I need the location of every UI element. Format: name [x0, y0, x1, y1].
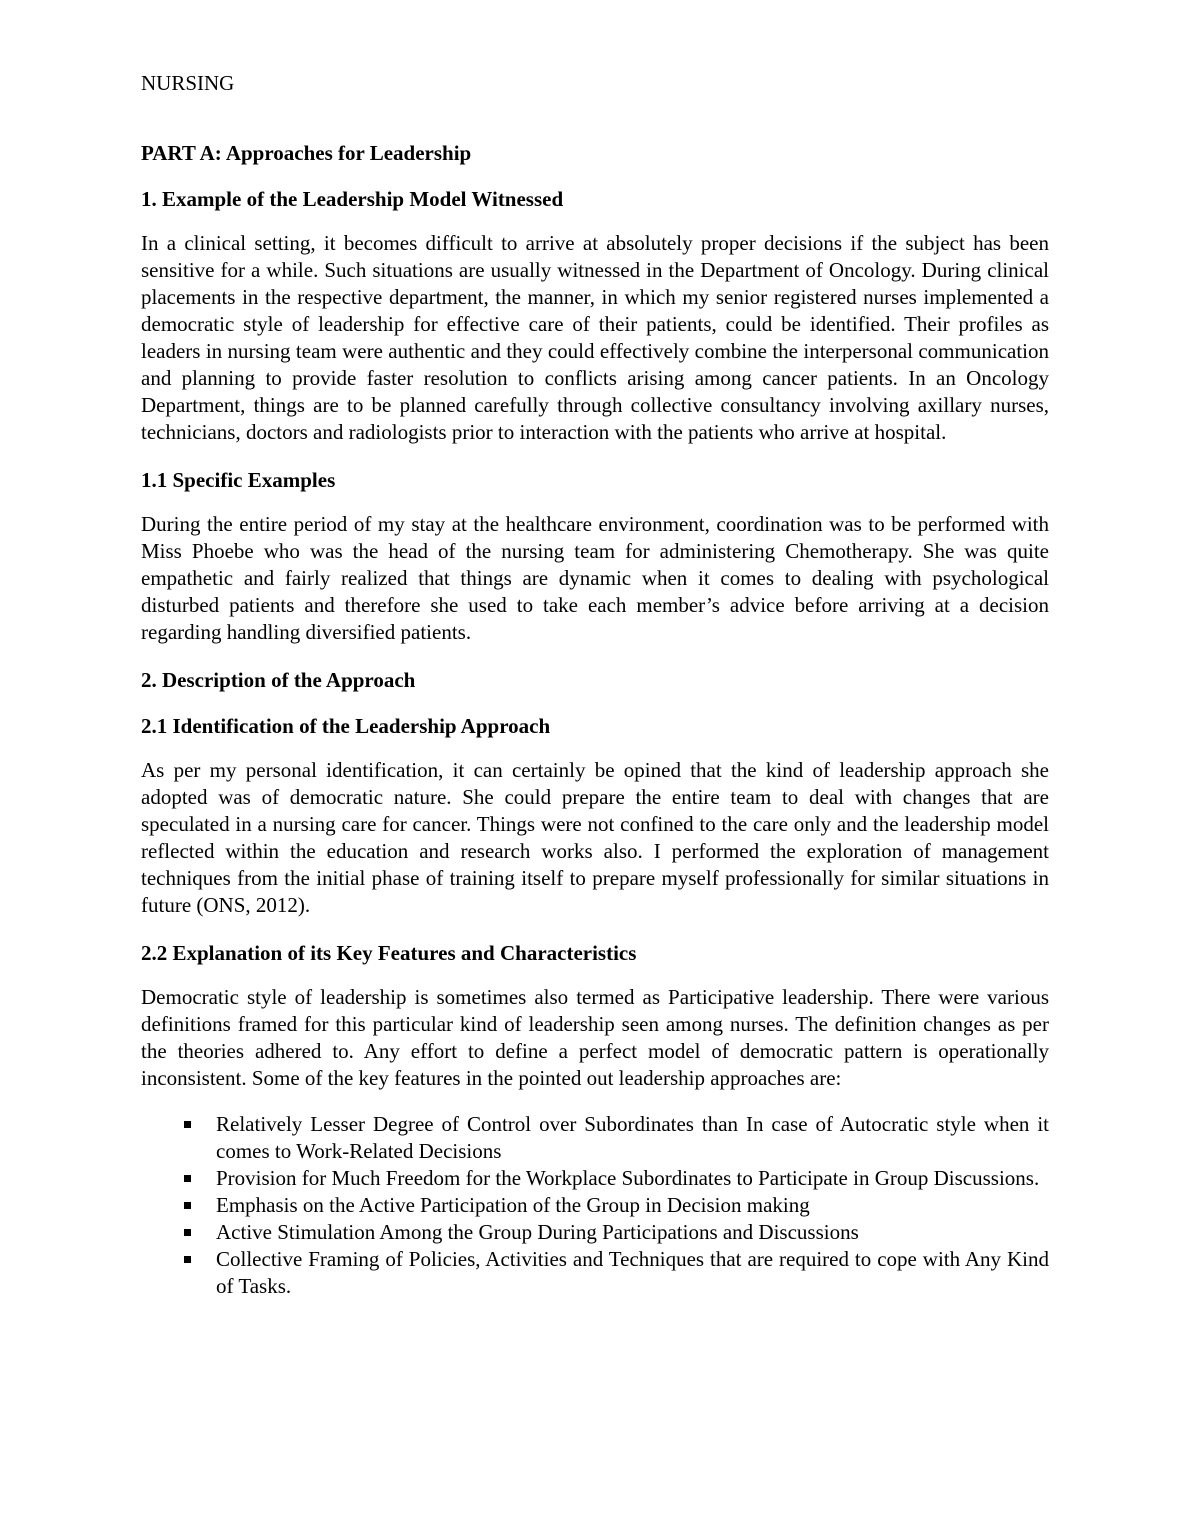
list-item — [216, 1192, 1049, 1219]
list-item-text: Relatively Lesser Degree of Control over Subordinates than In case of Autocratic style when it comes to Work-Related Decisions — [216, 1112, 1049, 1163]
section-2-2-heading: 2.2 Explanation of its Key Features and Characteristics — [141, 941, 637, 965]
section-1-1-heading: 1.1 Specific Examples — [141, 468, 336, 492]
square-bullet-icon — [184, 1175, 191, 1182]
square-bullet-icon — [184, 1121, 191, 1128]
section-1-heading: 1. Example of the Leadership Model Witnessed — [141, 187, 564, 211]
key-features-list — [141, 1111, 1049, 1300]
page-header: NURSING — [141, 71, 235, 95]
list-item-text: Collective Framing of Policies, Activities and Techniques that are required to cope with Any Kind of Tasks. — [216, 1247, 1049, 1298]
square-bullet-icon — [184, 1256, 191, 1263]
section-2-1-heading: 2.1 Identification of the Leadership Approach — [141, 714, 551, 738]
list-item-text: Provision for Much Freedom for the Workplace Subordinates to Participate in Group Discussions. — [216, 1166, 1040, 1190]
section-2-1-paragraph: As per my personal identification, it can certainly be opined that the kind of leadership approach she adopted was of democratic nature. She could prepare the entire team to deal with changes that are speculated in a nursing care for cancer. Things were not confined to the care only and the leadership model reflected within the education and research works also. I performed the exploration of management techniques from the initial phase of training itself to prepare myself professionally for similar situations in future (ONS, 2012). — [141, 758, 1049, 917]
section-1-paragraph: In a clinical setting, it becomes difficult to arrive at absolutely proper decisions if the subject has been sensitive for a while. Such situations are usually witnessed in the Department of Oncology. During clinical placements in the respective department, the manner, in which my senior registered nurses implemented a democratic style of leadership for effective care of their patients, could be identified. Their profiles as leaders in nursing team were authentic and they could effectively combine the interpersonal communication and planning to provide faster resolution to conflicts arising among cancer patients. In an Oncology Department, things are to be planned carefully through collective consultancy involving axillary nurses, technicians, doctors and radiologists prior to interaction with the patients who arrive at hospital. — [141, 231, 1049, 444]
list-item — [216, 1219, 1049, 1246]
part-a-heading: PART A: Approaches for Leadership — [141, 141, 472, 165]
list-item — [216, 1111, 1049, 1165]
list-item — [216, 1246, 1049, 1300]
list-item-text: Emphasis on the Active Participation of the Group in Decision making — [216, 1193, 810, 1217]
section-2-2-paragraph: Democratic style of leadership is sometimes also termed as Participative leadership. There were various definitions framed for this particular kind of leadership seen among nurses. The definition changes as per the theories adhered to. Any effort to define a perfect model of democratic pattern is operationally inconsistent. Some of the key features in the pointed out leadership approaches are: — [141, 985, 1049, 1090]
square-bullet-icon — [184, 1229, 191, 1236]
document-page — [141, 68, 1049, 1300]
square-bullet-icon — [184, 1202, 191, 1209]
section-1-1-paragraph: During the entire period of my stay at the healthcare environment, coordination was to be performed with Miss Phoebe who was the head of the nursing team for administering Chemotherapy. She was quite empathetic and fairly realized that things are dynamic when it comes to dealing with psychological disturbed patients and therefore she used to take each member’s advice before arriving at a decision regarding handling diversified patients. — [141, 512, 1049, 644]
list-item-text: Active Stimulation Among the Group During Participations and Discussions — [216, 1220, 859, 1244]
section-2-heading: 2. Description of the Approach — [141, 668, 416, 692]
list-item — [216, 1165, 1049, 1192]
